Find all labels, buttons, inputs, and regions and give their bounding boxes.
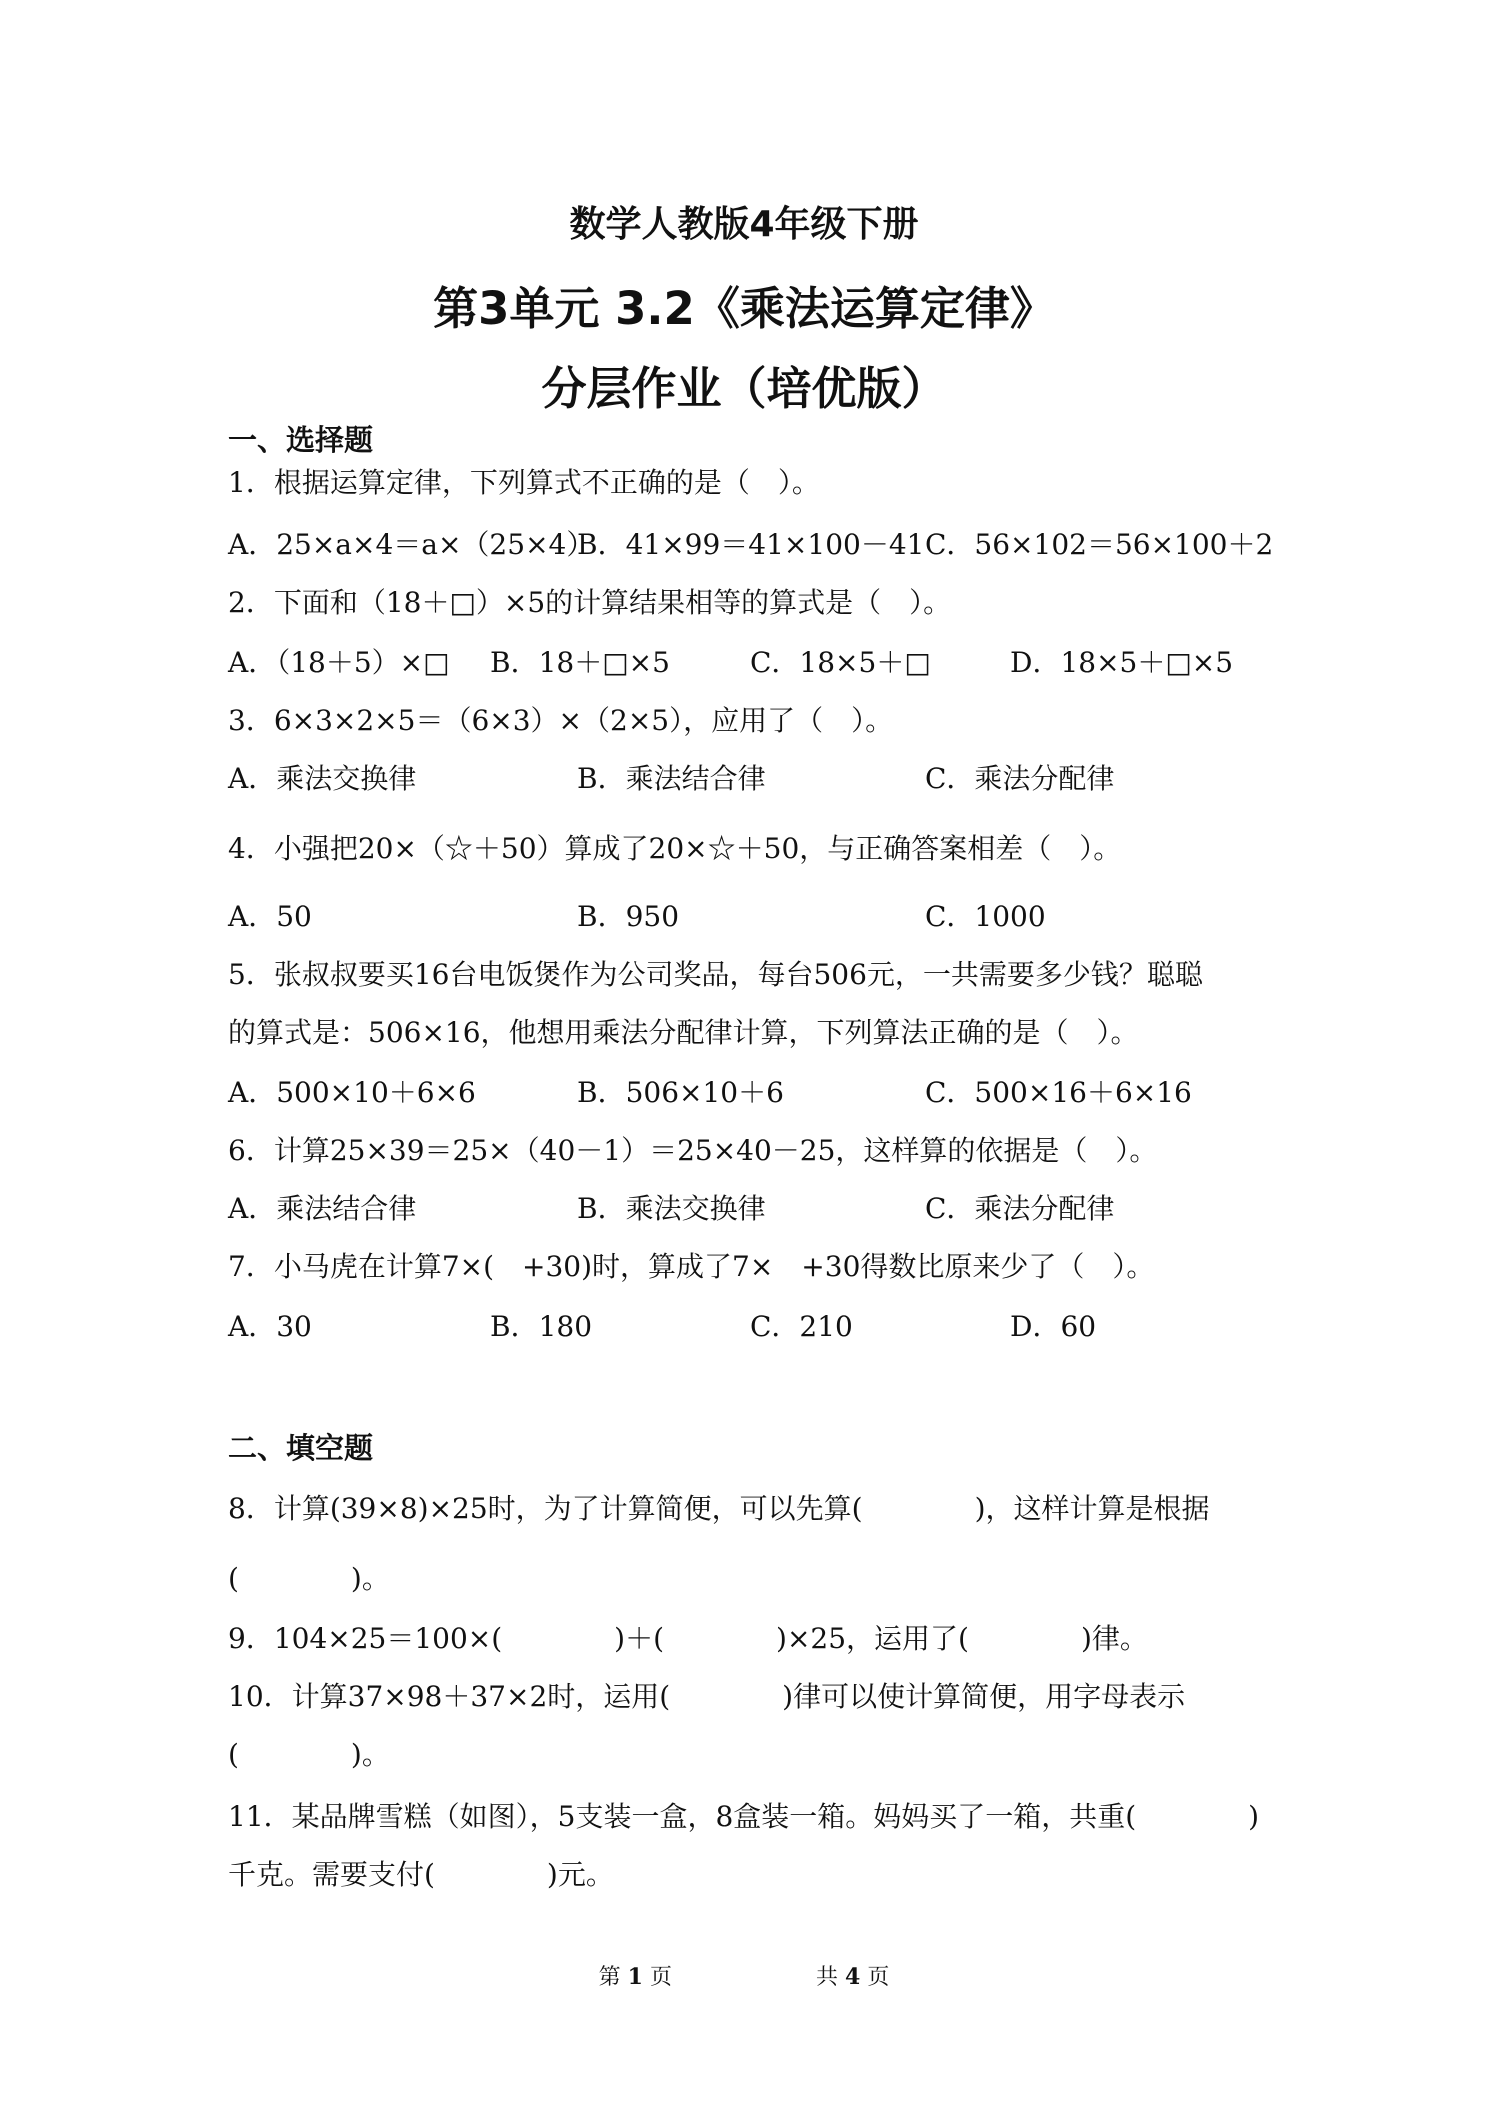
question-7-option-d: D．60 (1010, 1310, 1097, 1343)
question-6-option-c: C．乘法分配律 (925, 1192, 1115, 1225)
question-8-stem-line2: ( )。 (228, 1562, 390, 1595)
question-1-option-b: B．41×99＝41×100－41 (577, 528, 925, 561)
question-2-option-c: C．18×5＋□ (750, 646, 931, 679)
question-5-option-a: A．500×10＋6×6 (228, 1076, 476, 1109)
header-subtitle: 分层作业（培优版） (541, 362, 947, 415)
question-5-option-c: C．500×16＋6×16 (925, 1076, 1192, 1109)
question-1-option-a: A．25×a×4＝a×（25×4） (228, 528, 595, 561)
question-4-option-c: C．1000 (925, 900, 1046, 933)
footer-total-label: 页 (867, 1965, 890, 1990)
question-7-option-b: B．180 (490, 1310, 593, 1343)
question-7-option-c: C．210 (750, 1310, 853, 1343)
section-choice-heading: 一、选择题 (228, 423, 374, 457)
question-2-option-d: D．18×5＋□×5 (1010, 646, 1234, 679)
question-7-option-a: A．30 (228, 1310, 312, 1343)
footer-page-label: 页 (649, 1965, 672, 1990)
question-5-stem-line2: 的算式是：506×16，他想用乘法分配律计算，下列算法正确的是（ ）。 (228, 1016, 1139, 1049)
question-6-option-a: A．乘法结合律 (228, 1192, 417, 1225)
question-10-stem-line1: 10．计算37×98＋37×2时，运用( )律可以使计算简便，用字母表示 (228, 1680, 1186, 1713)
question-11-stem-line2: 千克。需要支付( )元。 (228, 1858, 614, 1891)
question-7-stem: 7．小马虎在计算7×( +30)时，算成了7× +30得数比原来少了（ ）。 (228, 1250, 1155, 1283)
question-6-stem: 6．计算25×39＝25×（40－1）＝25×40－25，这样算的依据是（ ）。 (228, 1134, 1158, 1167)
question-1-stem: 1．根据运算定律，下列算式不正确的是（ ）。 (228, 466, 820, 499)
question-10-stem-line2: ( )。 (228, 1738, 390, 1771)
header-unit-title: 第3单元 3.2《乘法运算定律》 (433, 282, 1055, 335)
question-6-option-b: B．乘法交换律 (577, 1192, 766, 1225)
question-4-option-a: A．50 (228, 900, 312, 933)
footer-total-prefix: 共 (816, 1965, 839, 1990)
section-fill-heading: 二、填空题 (228, 1431, 374, 1465)
question-2-option-b: B．18＋□×5 (490, 646, 670, 679)
question-5-stem-line1: 5．张叔叔要买16台电饭煲作为公司奖品，每台506元，一共需要多少钱？聪聪 (228, 958, 1203, 991)
question-4-option-b: B．950 (577, 900, 680, 933)
question-2-stem: 2．下面和（18＋□）×5的计算结果相等的算式是（ ）。 (228, 586, 952, 619)
question-3-option-b: B．乘法结合律 (577, 762, 766, 795)
header-grade-title: 数学人教版4年级下册 (569, 204, 919, 245)
question-1-option-c: C．56×102＝56×100＋2 (925, 528, 1274, 561)
footer-page-number: 1 (627, 1964, 643, 1990)
question-8-stem-line1: 8．计算(39×8)×25时，为了计算简便，可以先算( )，这样计算是根据 (228, 1492, 1210, 1525)
footer-total-pages: 4 (845, 1964, 861, 1990)
question-11-stem-line1: 11．某品牌雪糕（如图），5支装一盒，8盒装一箱。妈妈买了一箱，共重( ) (228, 1800, 1260, 1833)
footer-prefix: 第 (598, 1965, 621, 1990)
question-3-stem: 3．6×3×2×5＝（6×3）×（2×5），应用了（ ）。 (228, 704, 894, 737)
question-2-option-a: A．（18＋5）×□ (228, 646, 450, 679)
question-3-option-c: C．乘法分配律 (925, 762, 1115, 795)
question-9-stem: 9．104×25＝100×( )＋( )×25，运用了( )律。 (228, 1622, 1148, 1655)
page-footer (0, 1960, 1488, 1991)
question-5-option-b: B．506×10＋6 (577, 1076, 784, 1109)
question-4-stem: 4．小强把20×（☆＋50）算成了20×☆＋50，与正确答案相差（ ）。 (228, 832, 1122, 865)
question-3-option-a: A．乘法交换律 (228, 762, 417, 795)
